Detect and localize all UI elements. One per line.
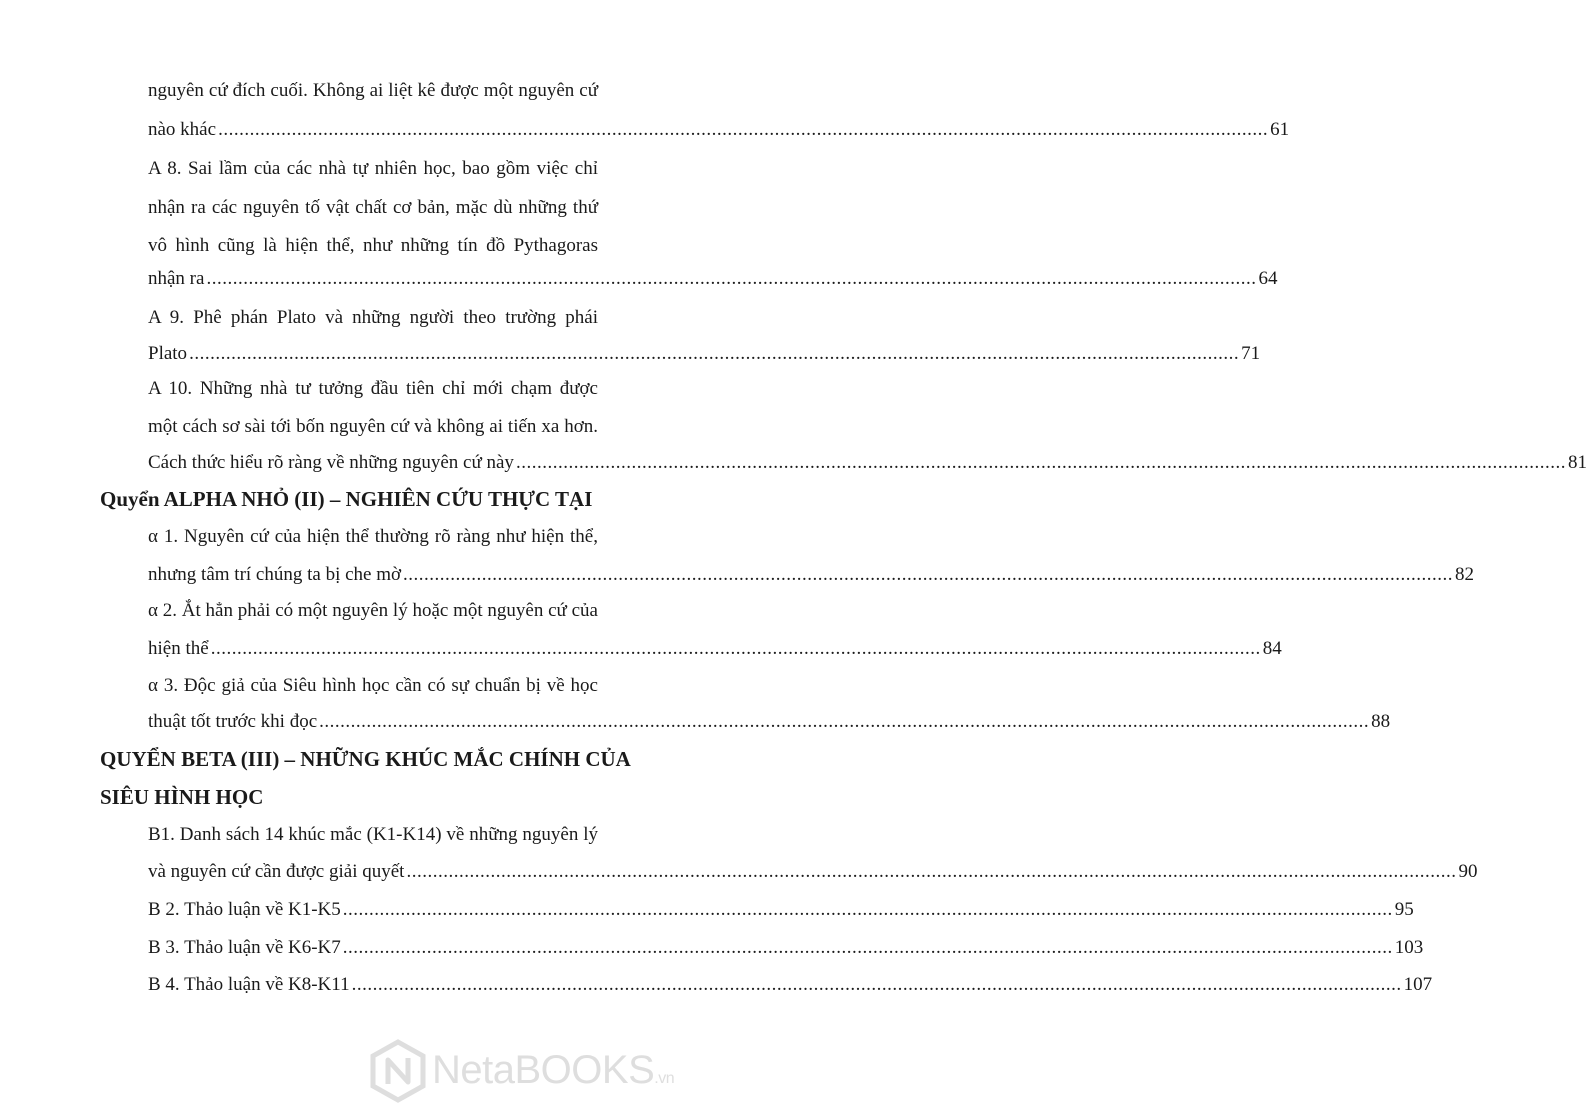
section-heading: Quyển ALPHA NHỎ (II) – NGHIÊN CỨU THỰC TẠI <box>100 487 593 511</box>
page-number: 71 <box>1241 343 1261 364</box>
toc-entry <box>148 897 1414 923</box>
toc-entry <box>148 341 1261 367</box>
page-number: 84 <box>1262 638 1282 659</box>
netabooks-logo-icon <box>370 1040 426 1102</box>
page-number: 82 <box>1455 564 1475 585</box>
entry-title: B 4. Thảo luận về K8-K11 <box>148 974 350 995</box>
entry-title: và nguyên cứ cần được giải quyết <box>148 861 405 882</box>
leader-dots: ........................................................................................................................................................................................................ <box>351 974 1402 995</box>
toc-entry <box>148 972 1433 998</box>
leader-dots: ........................................................................................................................................................................................................ <box>515 452 1566 473</box>
watermark-text: NetaBOOKS.vn <box>432 1048 675 1092</box>
toc-line: A 8. Sai lầm của các nhà tự nhiên học, bao gồm việc chỉ <box>148 158 598 179</box>
leader-dots: ........................................................................................................................................................................................................ <box>342 937 1393 958</box>
toc-entry <box>148 935 1424 961</box>
leader-dots: ........................................................................................................................................................................................................ <box>406 861 1457 882</box>
entry-title: thuật tốt trước khi đọc <box>148 711 318 732</box>
toc-entry <box>148 859 1478 885</box>
page-number: 61 <box>1270 119 1290 140</box>
toc-line: một cách sơ sài tới bốn nguyên cứ và không ai tiến xa hơn. <box>148 416 598 437</box>
entry-title: nhưng tâm trí chúng ta bị che mờ <box>148 564 402 585</box>
entry-title: B 3. Thảo luận về K6-K7 <box>148 937 341 958</box>
section-heading: SIÊU HÌNH HỌC <box>100 785 264 809</box>
leader-dots: ........................................................................................................................................................................................................ <box>319 711 1370 732</box>
netabooks-watermark <box>370 1032 690 1112</box>
toc-line: nhận ra các nguyên tố vật chất cơ bản, mặc dù những thứ <box>148 197 598 218</box>
page-number: 88 <box>1371 711 1391 732</box>
entry-title: hiện thể <box>148 638 209 659</box>
toc-line: α 3. Độc giả của Siêu hình học cần có sự chuẩn bị về học <box>148 675 598 696</box>
entry-title: Cách thức hiểu rõ ràng về những nguyên cứ này <box>148 452 514 473</box>
leader-dots: ........................................................................................................................................................................................................ <box>210 638 1261 659</box>
toc-entry <box>148 562 1475 588</box>
toc-entry <box>148 636 1282 662</box>
entry-title: nhận ra <box>148 268 205 289</box>
toc-line: vô hình cũng là hiện thể, như những tín đồ Pythagoras <box>148 235 598 256</box>
leader-dots: ........................................................................................................................................................................................................ <box>403 564 1454 585</box>
page-number: 103 <box>1394 937 1424 958</box>
toc-line: A 10. Những nhà tư tưởng đầu tiên chỉ mới chạm được <box>148 378 598 399</box>
entry-title: Plato <box>148 343 188 364</box>
leader-dots: ........................................................................................................................................................................................................ <box>218 119 1269 140</box>
toc-line: α 2. Ắt hẳn phải có một nguyên lý hoặc một nguyên cứ của <box>148 600 598 621</box>
toc-entry <box>148 266 1278 292</box>
section-heading: QUYỂN BETA (III) – NHỮNG KHÚC MẮC CHÍNH CỦA <box>100 747 631 771</box>
toc-line: nguyên cứ đích cuối. Không ai liệt kê được một nguyên cứ <box>148 80 598 101</box>
toc-line: B1. Danh sách 14 khúc mắc (K1-K14) về những nguyên lý <box>148 824 598 845</box>
entry-title: nào khác <box>148 119 217 140</box>
toc-entry <box>148 117 1290 143</box>
toc-entry <box>148 450 1587 476</box>
page-number: 81 <box>1567 452 1587 473</box>
leader-dots: ........................................................................................................................................................................................................ <box>342 899 1393 920</box>
leader-dots: ........................................................................................................................................................................................................ <box>206 268 1257 289</box>
page-number: 90 <box>1458 861 1478 882</box>
toc-line: A 9. Phê phán Plato và những người theo trường phái <box>148 307 598 328</box>
toc-line: α 1. Nguyên cứ của hiện thể thường rõ ràng như hiện thể, <box>148 526 598 547</box>
page-number: 64 <box>1258 268 1278 289</box>
leader-dots: ........................................................................................................................................................................................................ <box>189 343 1240 364</box>
entry-title: B 2. Thảo luận về K1-K5 <box>148 899 341 920</box>
toc-entry <box>148 709 1391 735</box>
page-number: 95 <box>1394 899 1414 920</box>
page-number: 107 <box>1403 974 1433 995</box>
